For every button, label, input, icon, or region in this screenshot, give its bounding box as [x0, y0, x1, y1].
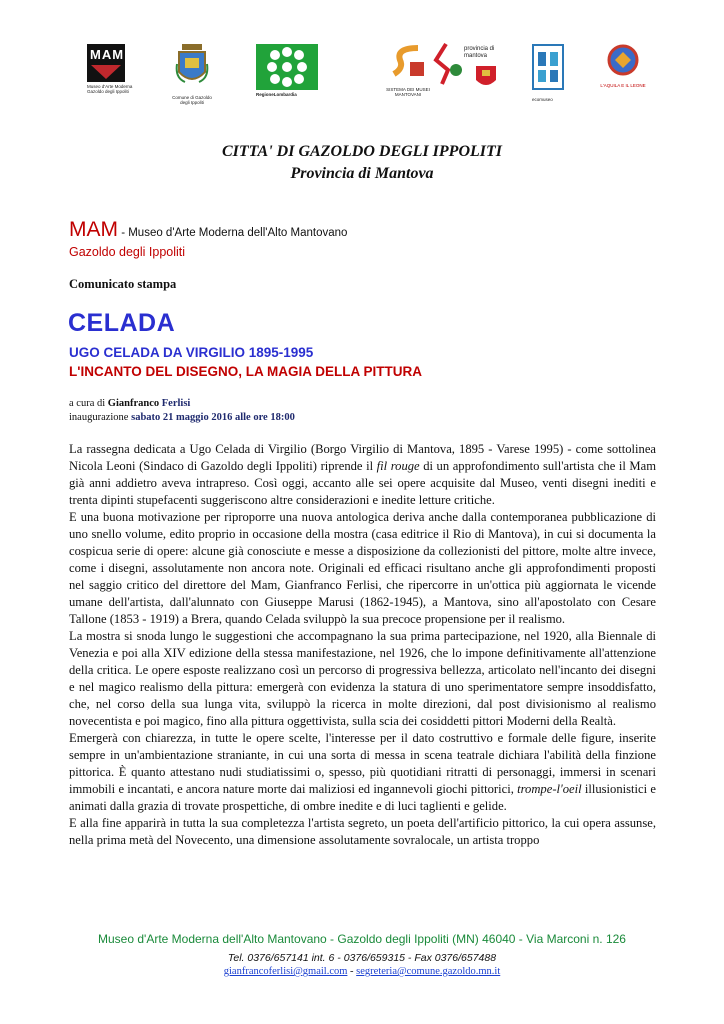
exhibition-subtitle-1: UGO CELADA DA VIRGILIO 1895-1995: [69, 345, 314, 360]
crest-icon: [175, 42, 209, 88]
lombardia-logo: [256, 44, 326, 97]
email-separator: -: [347, 966, 357, 977]
mam-logo-caption: Museo d'Arte Moderna Gazoldo degli Ippoliti: [87, 84, 133, 94]
sistema-musei-logo: [376, 44, 440, 97]
footer-address: Museo d'Arte Moderna dell'Alto Mantovano - Gazoldo degli Ippoliti (MN) 46040 - Via Marconi n. 126: [98, 932, 626, 946]
body-paragraph-3: La mostra si snoda lungo le suggestioni che accompagnano la sua prima partecipazione, nel 1920, alla Biennale di Venezia e poi alla XIV edizione della stessa manifestazione, nel 1926, che lo impone definitivamente all'attenzione della critica. Le opere esposte realizzano così un percorso di progressiva bellezza, articolato nell'incanto dei disegni e nel magico realismo della pittura: emergerà con evidenza la statura di uno sperimentatore sempre insoddisfatto, che, nel corso della sua lunga vita, sviluppò la ricerca in molte direzioni, dal post divisionismo al realismo novecentista e poi magico, fino alla pittura oggettivista, sulla scia dei cosiddetti pittori Moderni della Realtà.: [69, 629, 656, 728]
body-paragraph-1: [69, 441, 656, 509]
email-link-ferlisi[interactable]: gianfrancoferlisi@gmail.com: [223, 966, 348, 977]
footer-phones: Tel. 0376/657141 int. 6 - 0376/659315 - Fax 0376/657488: [227, 952, 497, 964]
sistema-musei-icon: [388, 44, 428, 80]
body-p1-text-b: di un approfondimento sull'artista che il Mam già anni addietro aveva intrapreso. Così oggi, accanto alle sei opere acquisite dal Museo, venti disegni inediti e trenta dipinti stupefacenti suggeriscono altre considerazioni e inedite letture critiche.: [69, 459, 657, 507]
provincia-mantova-logo: [432, 40, 502, 97]
inauguration-prefix: inaugurazione: [69, 411, 132, 423]
museum-short-name: MAM: [69, 218, 118, 241]
email-link-segreteria[interactable]: segreteria@comune.gazoldo.mn.it: [356, 966, 501, 977]
logo-bar: [80, 40, 660, 112]
footer-emails: [0, 966, 724, 977]
ecomuseo-icon: [532, 44, 564, 90]
press-release-body: [69, 441, 656, 849]
body-p4-text-b: illusionistici e animati dalla grazia di trovate prospettiche, di ombre inedite e di luci taglienti e gelide.: [69, 782, 656, 813]
comune-caption: Comune di Gazoldo degli Ippoliti: [172, 95, 212, 105]
exhibition-subtitle-2: L'INCANTO DEL DISEGNO, LA MAGIA DELLA PITTURA: [69, 364, 422, 379]
curator-prefix: a cura di: [69, 398, 108, 409]
inauguration-line: [69, 411, 295, 425]
body-paragraph-5: E alla fine apparirà in tutta la sua completezza l'artista segreto, un poeta dell'artificio pittorico, la cui opera assunse, nella prima metà del Novecento, una dimensione assolutamente sovralocale, un artista troppo: [69, 816, 656, 847]
mam-logo: [87, 44, 137, 94]
comune-crest-logo: [172, 42, 212, 105]
aquila-leone-logo: [592, 44, 654, 88]
inauguration-date: sabato 21 maggio 2016 alle ore 18:00: [131, 411, 295, 423]
curator-line: [69, 397, 295, 411]
press-release-label: Comunicato stampa: [69, 277, 177, 291]
museum-town: Gazoldo degli Ippoliti: [69, 245, 186, 259]
curator-first-name: Gianfranco: [107, 398, 162, 409]
lombardia-caption: RegioneLombardia: [256, 92, 297, 97]
city-title: CITTA' DI GAZOLDO DEGLI IPPOLITI: [221, 143, 502, 160]
ecomuseo-logo: [532, 44, 576, 102]
ecomuseo-caption: ecomuseo: [532, 97, 553, 102]
province-title: Provincia di Mantova: [290, 165, 434, 182]
museum-full-name: - Museo d'Arte Moderna dell'Alto Mantovano: [118, 227, 348, 239]
mam-logo-mark: MAM: [90, 47, 125, 62]
credits: [69, 397, 295, 424]
city-heading: [0, 141, 724, 185]
body-paragraph-2: E una buona motivazione per riproporre una nuova antologica deriva anche dalla contemporanea pubblicazione di uno snello volume, edito proprio in occasione della mostra (casa editrice il Rio di Mantova), in cui si documenta la cospicua serie di opere: alcune già conosciute e messe a disposizione da collezionisti del pittore, molte altre invece, come i disegni, assolutamente non ancora note. Originali ed efficaci risultano anche gli approfondimenti proposti nel saggio critico del direttore del Mam, Gianfranco Ferlisi, che ripercorre in un'ottica più aggiornata le vicende umane dell'artista, dall'alunnato con Giuseppe Marusi (1862-1945), a Mantova, sino all'apostolato con Cesare Tallone (1853 - 1919) a Brera, quando Celada sviluppò la sua precoce propensione per il realismo.: [69, 510, 656, 626]
exhibition-title: CELADA: [68, 309, 176, 337]
body-p4-text-a: Emergerà con chiarezza, in tutte le opere scelte, l'interesse per il dato costruttivo e formale delle figure, inserite sempre in un'ambientazione straniante, in cui una sorta di messa in scena teatrale dichiara l'abilità della finzione pittorica. È quanto attestano nudi studiatissimi o, spesso, più quotidiani ritratti di personaggi, immersi in scenari immobili e incantati, e ancora nature morte dai maliziosi ed ingannevoli giochi pittorici,: [69, 731, 656, 796]
body-p4-emphasis: trompe-l'oeil: [517, 782, 582, 796]
curator-last-name: Ferlisi: [161, 398, 191, 409]
museum-line: [69, 218, 347, 242]
body-paragraph-4: [69, 730, 656, 815]
body-p1-emphasis: fil rouge: [376, 459, 420, 473]
provincia-caption: provincia di mantova: [464, 46, 495, 59]
aquila-leone-icon: [607, 44, 639, 76]
rosa-camuna-icon: [267, 47, 307, 87]
body-p1-text-a: La rassegna dedicata a Ugo Celada di Virgilio (Borgo Virgilio di Mantova, 1895 - Varese 1995) - come sottolinea Nicola Leoni (Sindaco di Gazoldo degli Ippoliti) riprende il: [69, 442, 656, 473]
aquila-caption: L'AQUILA E IL LEONE: [600, 83, 646, 88]
sistema-musei-caption: SISTEMA DEI MUSEI MANTOVANI: [386, 87, 430, 97]
